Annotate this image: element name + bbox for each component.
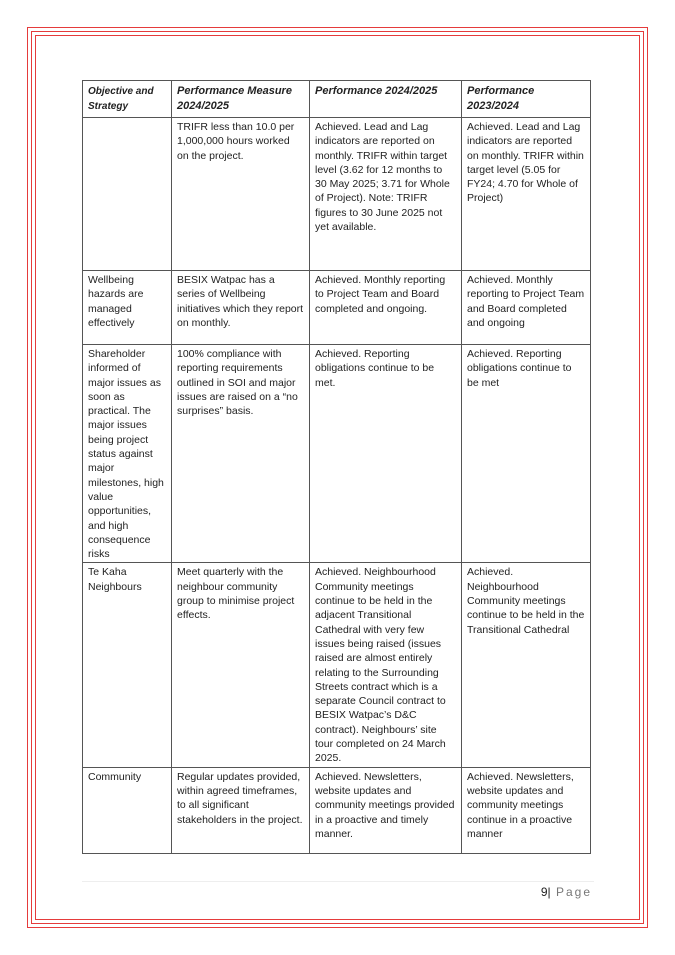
cell-performance-2024: Achieved. Neighbourhood Community meetings continue to be held in the Transitional Cathedral [462, 563, 591, 767]
cell-performance-2024: Achieved. Reporting obligations continue to be met [462, 345, 591, 563]
table-row [83, 271, 591, 345]
cell-performance-2025: Achieved. Neighbourhood Community meetings continue to be held in the adjacent Transitional Cathedral with very few issues being raised (issues raised are almost entirely relating to the Surrounding Streets contract which is a separate Council contract to BESIX Watpac’s D&C contract). Neighbours’ site tour completed on 24 March 2025. [310, 563, 462, 767]
cell-measure: TRIFR less than 10.0 per 1,000,000 hours worked on the project. [172, 118, 310, 271]
cell-objective: Community [83, 767, 172, 853]
page-number: 9 [540, 885, 548, 899]
table-row [83, 118, 591, 271]
page-label: Page [555, 885, 592, 899]
header-objective: Objective and Strategy [83, 81, 172, 118]
cell-performance-2025: Achieved. Lead and Lag indicators are reported on monthly. TRIFR within target level (3.62 for 12 months to 30 May 2025; 3.71 for Whole of Project). Note: TRIFR figures to 30 June 2025 not yet available. [310, 118, 462, 271]
performance-table [82, 80, 591, 854]
cell-performance-2025: Achieved. Newsletters, website updates and community meetings provided in a proactive and timely manner. [310, 767, 462, 853]
header-performance-2025: Performance 2024/2025 [310, 81, 462, 118]
table-row [83, 345, 591, 563]
header-measure: Performance Measure 2024/2025 [172, 81, 310, 118]
cell-objective: Shareholder informed of major issues as soon as practical. The major issues being project status against major milestones, high value opportunities, and high consequence risks [83, 345, 172, 563]
page-footer [541, 885, 592, 899]
cell-performance-2024: Achieved. Newsletters, website updates and community meetings continue in a proactive manner [462, 767, 591, 853]
cell-measure: 100% compliance with reporting requirements outlined in SOI and major issues are raised on a “no surprises” basis. [172, 345, 310, 563]
table-row [83, 563, 591, 767]
cell-performance-2024: Achieved. Lead and Lag indicators are reported on monthly. TRIFR within target level (5.05 for FY24; 4.70 for Whole of Project) [462, 118, 591, 271]
table-header-row [83, 81, 591, 118]
footer-divider [82, 881, 594, 882]
cell-performance-2025: Achieved. Reporting obligations continue to be met. [310, 345, 462, 563]
cell-objective: Wellbeing hazards are managed effectively [83, 271, 172, 345]
cell-objective: Te Kaha Neighbours [83, 563, 172, 767]
page-separator: | [547, 885, 551, 899]
table-row [83, 767, 591, 853]
cell-objective [83, 118, 172, 271]
cell-measure: Meet quarterly with the neighbour community group to minimise project effects. [172, 563, 310, 767]
cell-performance-2024: Achieved. Monthly reporting to Project Team and Board completed and ongoing [462, 271, 591, 345]
cell-measure: Regular updates provided, within agreed timeframes, to all significant stakeholders in the project. [172, 767, 310, 853]
cell-performance-2025: Achieved. Monthly reporting to Project Team and Board completed and ongoing. [310, 271, 462, 345]
cell-measure: BESIX Watpac has a series of Wellbeing initiatives which they report on monthly. [172, 271, 310, 345]
header-performance-2024: Performance 2023/2024 [462, 81, 591, 118]
